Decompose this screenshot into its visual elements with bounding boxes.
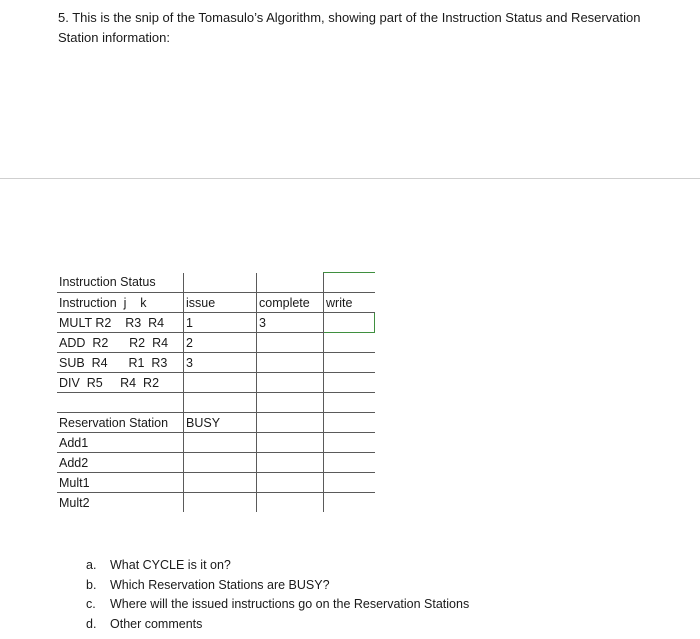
sub-questions <box>86 556 469 634</box>
complete-cell <box>257 373 324 393</box>
instruction-cell: DIV R5 R4 R2 <box>57 373 184 393</box>
sub-question-text: What CYCLE is it on? <box>110 558 231 572</box>
table-row <box>57 353 375 373</box>
write-cell <box>324 373 375 393</box>
sub-question-text: Which Reservation Stations are BUSY? <box>110 577 330 592</box>
issue-cell <box>184 373 257 393</box>
station-name: Add1 <box>57 433 184 453</box>
instruction-cell: MULT R2 R3 R4 <box>57 313 184 333</box>
list-marker: a. <box>86 558 97 572</box>
question-text: 5. This is the snip of the Tomasulo’s Algorithm, showing part of the Instruction Status and Reservation Station information: <box>58 10 641 45</box>
list-item <box>86 615 469 635</box>
list-marker: d. <box>86 616 97 631</box>
list-item <box>86 556 469 576</box>
write-header: write <box>324 293 375 313</box>
table-row <box>57 473 375 493</box>
tomasulo-snip <box>57 272 375 512</box>
write-cell-selected <box>324 313 375 333</box>
instruction-cell: ADD R2 R2 R4 <box>57 333 184 353</box>
table-row <box>57 293 375 313</box>
instruction-header: Instruction j k <box>57 293 184 313</box>
list-marker: b. <box>86 577 97 592</box>
write-cell <box>324 353 375 373</box>
station-name: Add2 <box>57 453 184 473</box>
issue-cell: 1 <box>184 313 257 333</box>
table-row <box>57 313 375 333</box>
list-marker: c. <box>86 597 96 611</box>
station-name: Mult1 <box>57 473 184 493</box>
tomasulo-table <box>57 272 375 512</box>
table-row <box>57 433 375 453</box>
complete-cell <box>257 333 324 353</box>
table-row <box>57 393 375 413</box>
issue-header: issue <box>184 293 257 313</box>
station-name: Mult2 <box>59 495 90 510</box>
complete-cell <box>257 353 324 373</box>
complete-header: complete <box>257 293 324 313</box>
list-item <box>86 595 469 615</box>
table-row <box>57 453 375 473</box>
issue-cell: 3 <box>184 353 257 373</box>
table-row <box>57 333 375 353</box>
busy-header: BUSY <box>184 413 257 433</box>
table-row <box>57 273 375 293</box>
reservation-station-header: Reservation Station <box>57 413 184 433</box>
table-row <box>57 493 375 513</box>
complete-cell: 3 <box>257 313 324 333</box>
table-row <box>57 413 375 433</box>
write-cell <box>324 333 375 353</box>
list-item <box>86 576 469 596</box>
sub-question-text: Other comments <box>110 616 203 631</box>
issue-cell: 2 <box>184 333 257 353</box>
instruction-status-title: Instruction Status <box>57 273 184 293</box>
section-divider <box>0 178 700 179</box>
sub-question-text: Where will the issued instructions go on the Reservation Stations <box>110 597 470 611</box>
table-row <box>57 373 375 393</box>
instruction-cell: SUB R4 R1 R3 <box>57 353 184 373</box>
